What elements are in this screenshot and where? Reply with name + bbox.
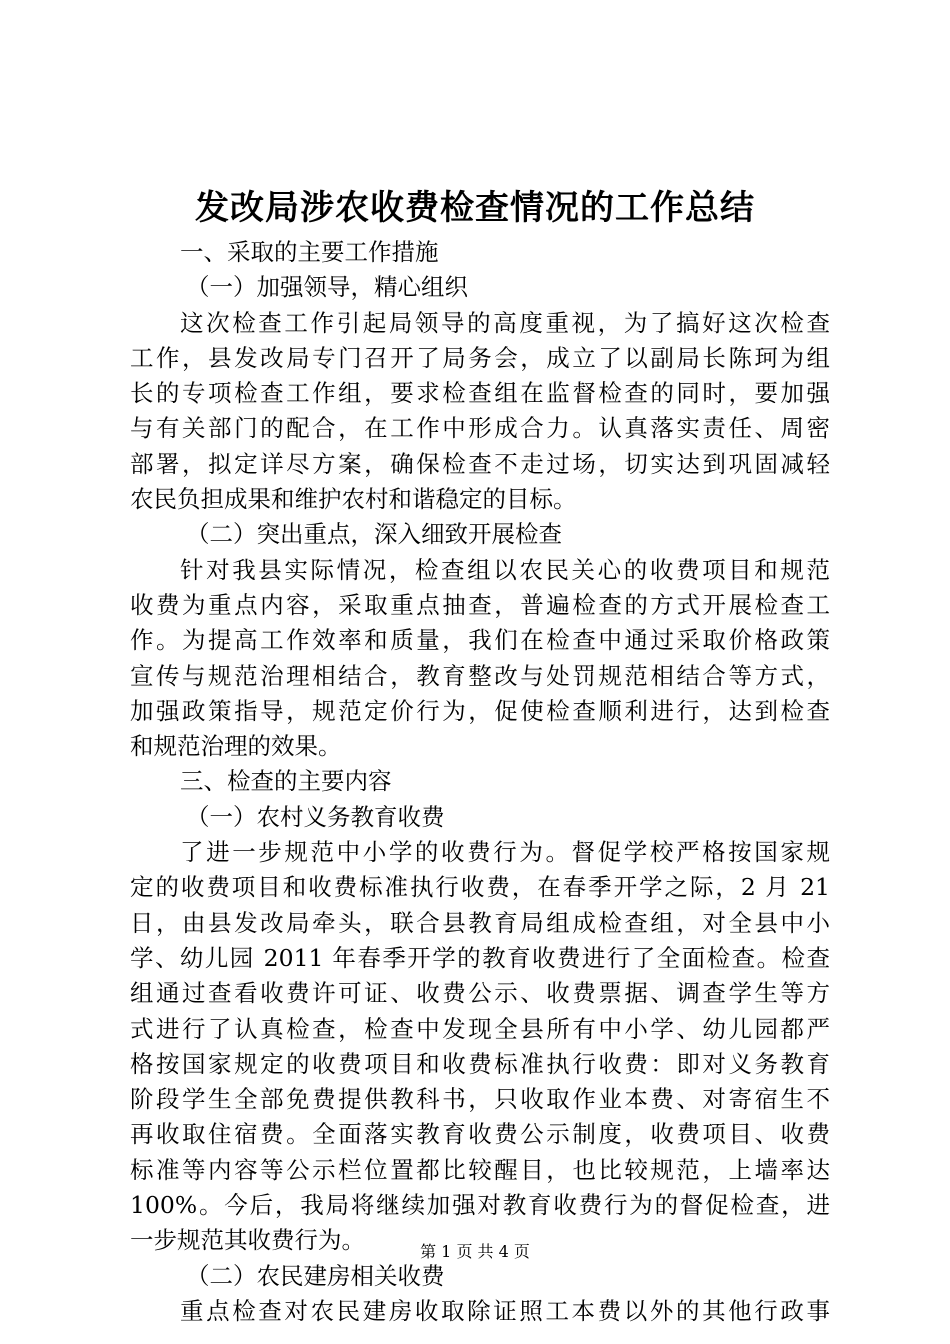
text-line: 标准等内容等公示栏位置都比较醒目，也比较规范，上墙率达 [130, 1155, 830, 1184]
document-body [130, 235, 830, 1329]
text-line: 三、检查的主要内容 [180, 767, 392, 796]
paragraph [130, 553, 830, 765]
text-line: （二）农民建房相关收费 [186, 1261, 445, 1290]
text-line: 定的收费项目和收费标准执行收费，在春季开学之际，2 月 21 [130, 873, 830, 902]
text-line: 格按国家规定的收费项目和收费标准执行收费：即对义务教育 [130, 1049, 830, 1078]
section-heading [130, 1259, 830, 1294]
text-line: 式进行了认真检查，检查中发现全县所有中小学、幼儿园都严 [130, 1014, 830, 1043]
text-line: 一、采取的主要工作措施 [180, 238, 439, 266]
section-heading [130, 517, 830, 552]
text-line: 了进一步规范中小学的收费行为。督促学校严格按国家规 [180, 838, 830, 867]
section-heading [130, 270, 830, 305]
text-line: 100%。今后，我局将继续加强对教育收费行为的督促检查，进 [130, 1191, 830, 1220]
text-line: 与有关部门的配合，在工作中形成合力。认真落实责任、周密 [130, 414, 830, 443]
text-line: 再收取住宿费。全面落实教育收费公示制度，收费项目、收费 [130, 1120, 830, 1149]
paragraph [130, 306, 830, 518]
text-line: 日，由县发改局牵头，联合县教育局组成检查组，对全县中小 [130, 908, 830, 937]
section-heading [130, 800, 830, 835]
text-line: 针对我县实际情况，检查组以农民关心的收费项目和规范 [180, 555, 830, 584]
text-line: 阶段学生全部免费提供教科书，只收取作业本费、对寄宿生不 [130, 1085, 830, 1114]
text-line: 一步规范其收费行为。 [130, 1226, 365, 1255]
text-line: 作。为提高工作效率和质量，我们在检查中通过采取价格政策 [130, 626, 830, 655]
text-line: 部署，拟定详尽方案，确保检查不走过场，切实达到巩固减轻 [130, 449, 830, 478]
text-line: 重点检查对农民建房收取除证照工本费以外的其他行政事 [180, 1296, 830, 1325]
text-line: 收费为重点内容，采取重点抽查，普遍检查的方式开展检查工 [130, 590, 830, 619]
text-line: （一）农村义务教育收费 [186, 802, 445, 831]
section-heading [130, 764, 830, 799]
text-line: （一）加强领导，精心组织 [186, 273, 468, 302]
text-line: 学、幼儿园 2011 年春季开学的教育收费进行了全面检查。检查 [130, 943, 830, 972]
text-line: 宣传与规范治理相结合，教育整改与处罚规范相结合等方式， [130, 661, 830, 690]
paragraph [130, 1294, 830, 1329]
text-line: 组通过查看收费许可证、收费公示、收费票据、调查学生等方 [130, 979, 830, 1008]
text-line: 农民负担成果和维护农村和谐稳定的目标。 [130, 485, 577, 514]
section-heading [130, 235, 830, 270]
text-line: 长的专项检查工作组，要求检查组在监督检查的同时，要加强 [130, 379, 830, 408]
paragraph [130, 835, 830, 1259]
document-title: 发改局涉农收费检查情况的工作总结 [195, 188, 755, 228]
text-line: 这次检查工作引起局领导的高度重视，为了搞好这次检查 [180, 308, 830, 337]
text-line: 和规范治理的效果。 [130, 732, 342, 761]
page-footer: 第 1 页 共 4 页 [420, 1242, 530, 1261]
text-line: 加强政策指导，规范定价行为，促使检查顺利进行，达到检查 [130, 696, 830, 725]
text-line: （二）突出重点，深入细致开展检查 [186, 520, 562, 549]
text-line: 工作，县发改局专门召开了局务会，成立了以副局长陈珂为组 [130, 343, 830, 372]
